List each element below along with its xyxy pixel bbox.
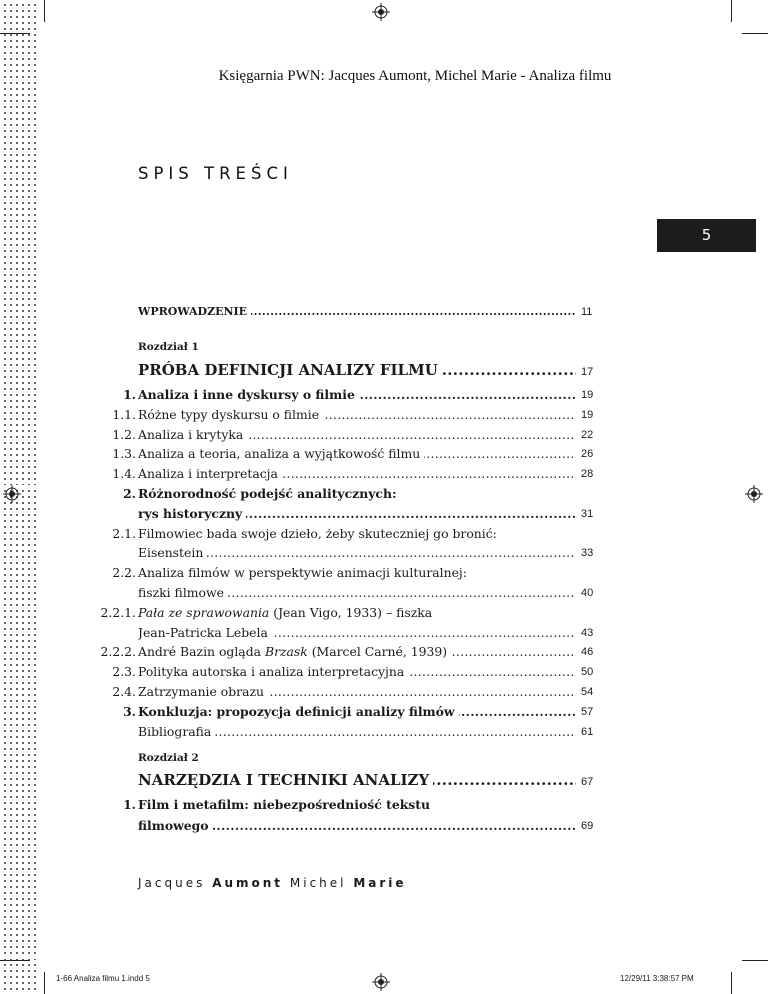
toc-entry-text [138,644,451,659]
toc-entry-text [138,704,459,719]
toc-entry-page: 43 [579,623,593,643]
toc-entry-page: 19 [579,405,593,425]
toc-entry-text [138,585,228,600]
section-title: SPIS TREŚCI [138,164,293,183]
toc-entry-text-main: Zatrzymanie obrazu [138,684,264,699]
toc-entry-text [138,797,434,812]
toc-entry-text [138,724,215,739]
toc-entry-number: 2.3. [112,664,136,680]
toc-entry-row[interactable] [0,504,768,524]
chapter-1-title-row[interactable] [0,358,768,382]
toc-entry-text-main: Jean-Patricka Lebela [138,624,268,640]
toc-entry-text [138,664,408,679]
toc-entry-number: 2.2. [112,565,136,581]
toc-entry-text-main: Bibliografia [138,723,212,739]
crop-mark [44,0,45,22]
toc-entry-number: 1.2. [112,426,136,442]
chapter-2-label: Rozdział 2 [138,752,199,764]
toc-entry-text-main: Eisenstein [138,545,204,561]
toc-entry-row[interactable] [0,722,768,742]
toc-entry-row[interactable] [0,642,768,662]
toc-entry-text [138,427,247,442]
author-footer [138,876,407,890]
crop-mark [0,33,30,34]
toc-entry-row[interactable] [0,662,768,682]
toc-entry-text-main: (Marcel Carné, 1939) [307,644,448,660]
toc-entry-row[interactable] [0,464,768,484]
toc-entry-text [138,526,501,541]
toc-entry-page: 61 [579,722,593,742]
toc-entry-text-main: Różnorodność podejść analitycznych: [138,486,397,501]
toc-entry-text-main: Analiza i inne dyskursy o filmie [138,387,355,402]
toc-entry-page: 54 [579,682,593,702]
toc-entry-text-pre: André Bazin ogląda [138,644,265,660]
toc-entry-title-italic: Pała ze sprawowania [138,604,270,620]
toc-entry-text-main: Analiza i krytyka [138,426,244,442]
toc-entry-text [138,565,471,580]
toc-entry-text-main: Polityka autorska i analiza interpretacyjna [138,664,405,680]
chapter-2-page: 67 [579,770,593,794]
toc-entry-row[interactable] [0,444,768,464]
crop-mark [0,960,30,961]
toc-entry-row[interactable] [0,425,768,445]
toc-entry-row[interactable] [0,385,768,405]
toc-entry-text [138,684,268,699]
toc-entry-text-main: filmowego [138,817,209,833]
toc-entry-text [138,625,272,640]
toc-intro-page: 11 [579,302,592,322]
toc-entry-row[interactable] [0,484,768,504]
toc-entry-page: 22 [579,425,593,445]
crop-mark [44,972,45,994]
chapter-2-title-row[interactable] [0,768,768,792]
toc-entry-row[interactable] [0,795,768,815]
toc-entry-row[interactable] [0,405,768,425]
toc-entry-text-main: Filmowiec bada swoje dzieło, żeby skuteczniej go bronić: [138,525,497,541]
toc-entry-text-main: Analiza filmów w perspektywie animacji kulturalnej: [138,565,467,581]
toc-entry-page: 40 [579,583,593,603]
toc-entry-row[interactable] [0,603,768,623]
toc-entry-page: 50 [579,662,593,682]
toc-entry-number: 2.1. [112,525,136,541]
chapter-1-label: Rozdział 1 [138,341,199,353]
toc-entry-text [138,486,401,501]
toc-entry-text [138,466,282,481]
crop-mark [731,972,732,994]
toc-entry-number: 1. [123,387,136,402]
toc-entry-number: 1.4. [112,466,136,482]
toc-entry-text [138,387,359,402]
toc-entry-number: 3. [123,703,136,719]
toc-entry-number: 1.1. [112,406,136,422]
toc-entry-text-main: rys historyczny [138,505,243,521]
toc-entry-page: 19 [579,385,593,405]
toc-entry-page: 26 [579,444,593,464]
toc-entry-text-main: Analiza i interpretacja [138,466,278,482]
toc-entry-page: 31 [579,504,593,524]
crop-mark [742,960,768,961]
toc-entry-row[interactable] [0,702,768,722]
registration-mark-icon [372,3,390,21]
toc-entry-row[interactable] [0,524,768,544]
toc-entry-title-italic: Brzask [264,644,308,660]
toc-entry-text-main: Różne typy dyskursu o filmie [138,406,320,422]
toc-entry-text-main: Konkluzja: propozycja definicji analizy filmów [138,703,455,719]
toc-entry-row[interactable] [0,543,768,563]
toc-entry-text [138,446,424,461]
toc-entry-number: 1.3. [112,446,136,462]
chapter-1-title: PRÓBA DEFINICJI ANALIZY FILMU [138,361,442,379]
toc-entry-number: 2.4. [112,684,136,699]
toc-entry-number: 2.2.1. [100,604,136,620]
registration-mark-icon [372,973,390,991]
slug-file-info: 1-66 Analiza filmu 1.indd 5 [56,974,150,983]
margin-gap [0,955,38,959]
toc-entry-text-main: (Jean Vigo, 1933) – fiszka [269,604,433,620]
toc-entry-page: 57 [579,702,593,722]
toc-entry-text-main: fiszki filmowe [138,585,224,600]
toc-entry-text-main: Analiza a teoria, analiza a wyjątkowość filmu [138,446,421,462]
toc-entry-number: 1. [123,797,136,812]
toc-entry-page: 46 [579,642,593,662]
toc-entry-row[interactable] [0,583,768,603]
toc-entry-text [138,605,436,620]
author-1-last: Aumont [212,876,284,890]
chapter-2-title: NARZĘDZIA I TECHNIKI ANALIZY [138,771,433,789]
toc-entry-row[interactable] [0,816,768,836]
running-header: Księgarnia PWN: Jacques Aumont, Michel Marie - Analiza filmu [218,68,612,84]
toc-entry-text [138,818,213,833]
toc-entry-text-main: Film i metafilm: niebezpośredniość tekstu [138,797,430,812]
toc-entry-page: 33 [579,543,593,563]
toc-entry-number: 2. [123,486,136,501]
toc-entry-text [138,545,207,560]
slug-timestamp: 12/29/11 3:38:57 PM [620,974,694,983]
toc-entry-text [138,407,323,422]
toc-entry-page: 69 [579,816,593,836]
crop-mark [742,33,768,34]
page-number-tab: 5 [657,219,756,252]
toc-entry-row[interactable] [0,623,768,643]
toc-intro-row[interactable] [0,302,768,322]
toc-entry-row[interactable] [0,563,768,583]
chapter-1-page: 17 [579,360,593,384]
toc-entry-number: 2.2.2. [100,644,136,660]
author-1-first: Jacques [138,876,206,890]
toc-entry-text [138,506,246,521]
toc-intro-label: WPROWADZENIE [138,305,251,318]
toc-entry-row[interactable] [0,682,768,702]
crop-mark [731,0,732,22]
author-2-last: Marie [353,876,407,890]
toc-entry-page: 28 [579,464,593,484]
author-2-first: Michel [289,876,347,890]
